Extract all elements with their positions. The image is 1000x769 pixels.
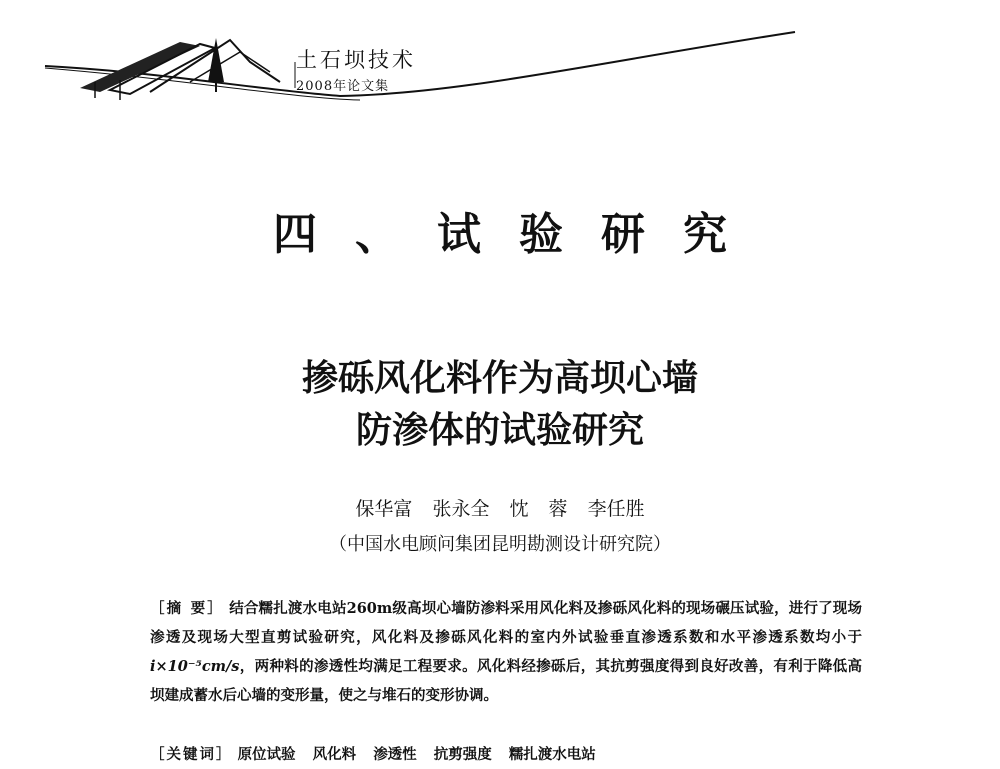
abstract-label: ［摘 要］ [150,600,224,617]
paper-title-line-2: 防渗体的试验研究 [355,409,644,451]
keyword-item: 抗剪强度 [433,746,492,763]
paper-title [0,352,1000,456]
section-heading: 四、试验研究 [273,209,765,260]
keywords-label: ［关键词］ [150,746,233,763]
abstract [150,594,862,710]
abstract-text-2: ，两种料的渗透性均满足工程要求。风化料经掺砾后，其抗剪强度得到良好改善，有利于降低高坝建成蓄水后心墙的变形量，使之与堆石的变形协调。 [150,658,862,704]
abstract-formula: i×10⁻⁵cm/s [150,658,240,675]
journal-title: 土石坝技术 [296,48,416,72]
paper-title-line-1: 掺砾风化料作为高坝心墙 [301,357,698,399]
affiliation: （中国水电顾问集团昆明勘测设计研究院） [329,534,671,555]
keyword-item: 风化料 [312,746,357,763]
keyword-item: 原位试验 [237,746,296,763]
keyword-item: 糯扎渡水电站 [508,746,596,763]
authors: 保华富 张永全 忱 蓉 李任胜 [355,498,645,520]
abstract-text-1: 结合糯扎渡水电站260m级高坝心墙防渗料采用风化料及掺砾风化料的现场碾压试验，进行了现场渗透及现场大型直剪试验研究，风化料及掺砾风化料的室内外试验垂直渗透系数和水平渗透系数均小于 [150,600,862,646]
journal-header-dam-sketch [40,22,800,112]
keyword-item: 渗透性 [373,746,417,763]
journal-subtitle: 2008年论文集 [296,79,390,94]
keywords [150,740,862,769]
